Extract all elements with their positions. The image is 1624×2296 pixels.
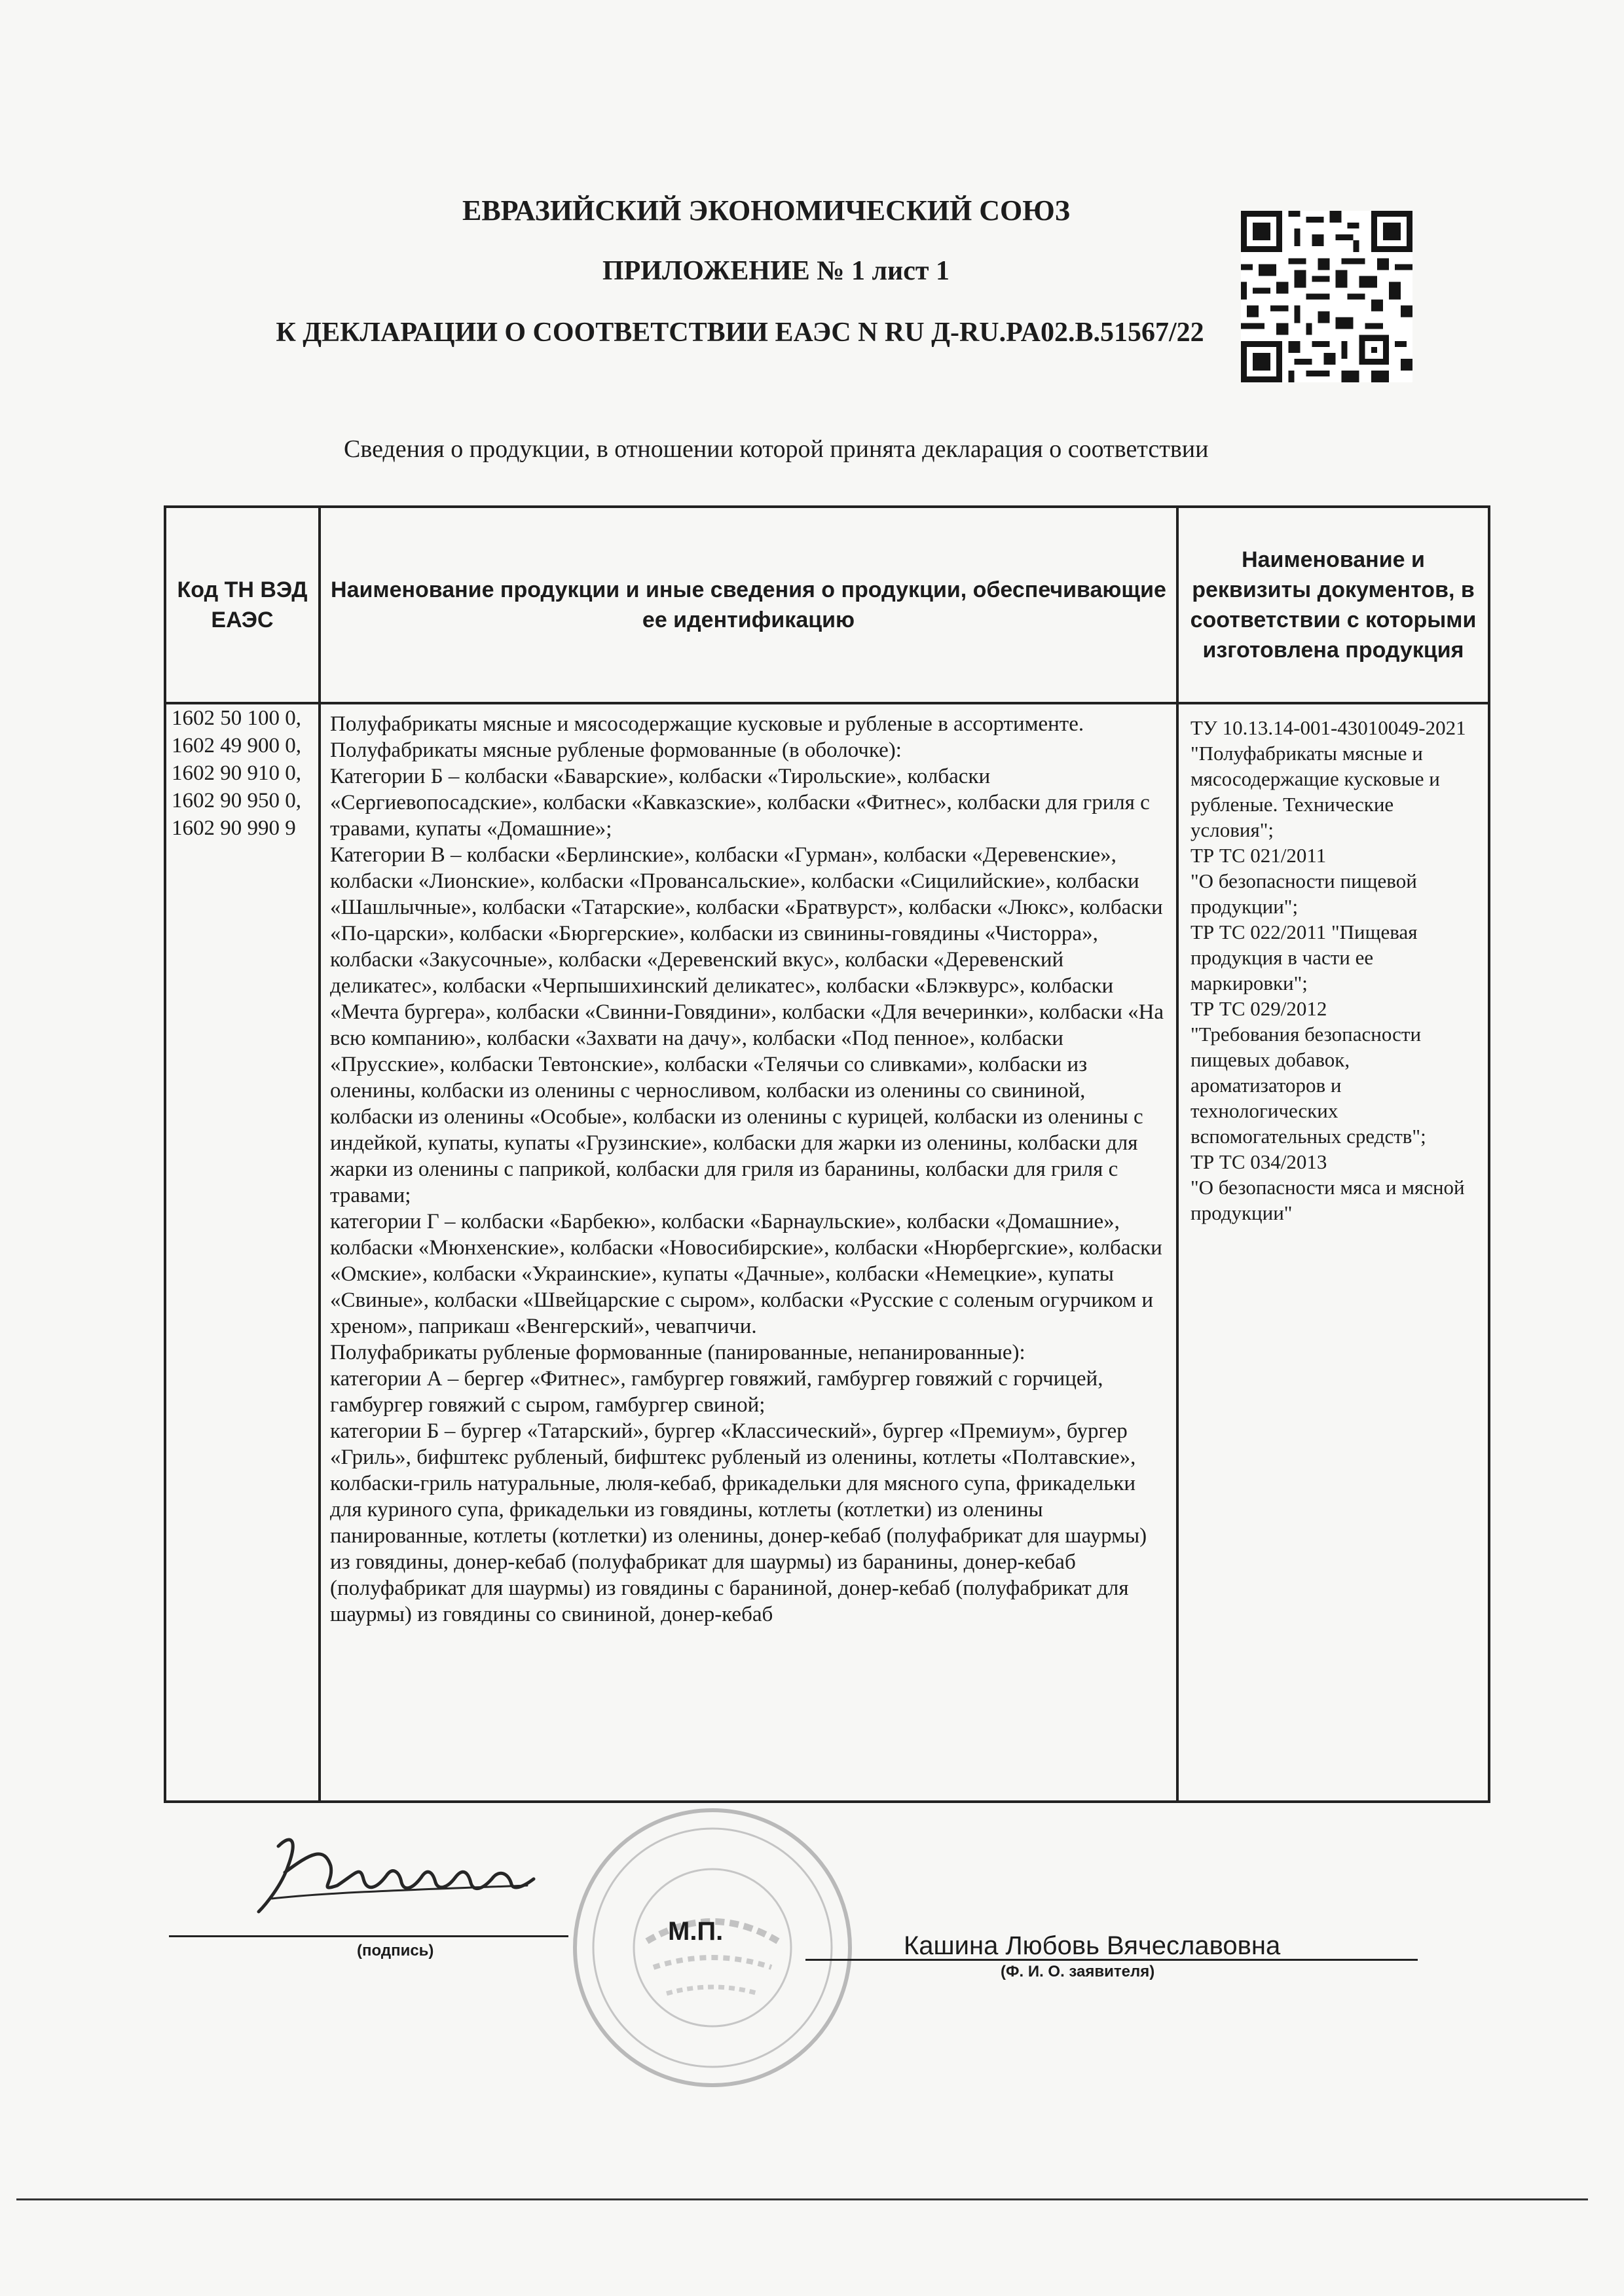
documents-cell: [1177, 703, 1489, 1802]
document-item: "Требования безопасности пищевых добавок, ароматизаторов и технологических вспомогательных средств";: [1190, 1023, 1426, 1148]
products-subtitle: Сведения о продукции, в отношении которой принята декларация о соответствии: [344, 435, 1209, 463]
appendix-title: ПРИЛОЖЕНИЕ № 1 лист 1: [602, 256, 950, 286]
code-item: 1602 90 950 0,: [172, 789, 301, 812]
col-header-code: Код ТН ВЭД ЕАЭС: [165, 507, 320, 703]
qr-code: [1241, 208, 1412, 385]
document-item: ТР ТС 029/2012: [1190, 997, 1327, 1020]
applicant-label: (Ф. И. О. заявителя): [1001, 1963, 1155, 1980]
document-item: ТР ТС 034/2013: [1190, 1150, 1327, 1173]
description-cell: [320, 703, 1177, 1802]
union-title: ЕВРАЗИЙСКИЙ ЭКОНОМИЧЕСКИЙ СОЮЗ: [462, 194, 1071, 227]
col-header-documents: Наименование и реквизиты документов, в соответствии с которыми изготовлена продукция: [1177, 507, 1489, 703]
signature-line: [169, 1935, 568, 1937]
company-stamp: [568, 1804, 857, 2092]
document-item: "О безопасности мяса и мясной продукции": [1190, 1176, 1465, 1224]
seal-place-label: М.П.: [668, 1917, 724, 1946]
description-paragraph: Категории В – колбаски «Берлинские», колбаски «Гурман», колбаски «Деревенские», колбаски «Лионские», колбаски «Провансальские», колбаски «Сицилийские», колбаски «Шашлычные», колбаски «Татарские», колбаски «Братвурст», колбаски «Люкс», колбаски «По-царски», колбаски «Бюргерские», колбаски из свинины-говядины «Чисторра», колбаски «Закусочные», колбаски «Деревенский вкус», колбаски «Деревенский деликатес», колбаски «Черпышихинский деликатес», колбаски «Блэквурс», колбаски «Мечта бургера», колбаски «Свинни-Говядини», колбаски «Для вечеринки», колбаски «На всю компанию», колбаски «Захвати на дачу», колбаски «Под пенное», колбаски «Прусские», колбаски Тевтонские», колбаски «Телячьи со сливками», колбаски из оленины, колбаски из оленины с черносливом, колбаски из оленины со свининой, колбаски из оленины «Особые», колбаски из оленины с курицей, колбаски из оленины с индейкой, купаты, купаты «Грузинские», колбаски для жарки из оленины, колбаски для жарки из оленины с паприкой, колбаски для гриля из баранины, колбаски для гриля с травами;: [330, 843, 1164, 1207]
bottom-rule: [16, 2198, 1588, 2200]
description-paragraph: категории А – бергер «Фитнес», гамбургер говяжий, гамбургер говяжий с горчицей, гамбургер говяжий с сыром, гамбургер свиной;: [330, 1367, 1103, 1417]
code-item: 1602 50 100 0,: [172, 706, 301, 730]
description-paragraph: Полуфабрикаты мясные и мясосодержащие кусковые и рубленые в ассортименте.: [330, 712, 1084, 736]
table-row: [165, 703, 1489, 1802]
applicant-name-line: [805, 1959, 1418, 1961]
document-item: ТУ 10.13.14-001-43010049-2021 "Полуфабрикаты мясные и мясосодержащие кусковые и рубленые. Технические условия";: [1190, 716, 1466, 841]
code-cell: [165, 703, 320, 1802]
col-header-product: Наименование продукции и иные сведения о продукции, обеспечивающие ее идентификацию: [320, 507, 1177, 703]
products-table: [164, 505, 1490, 1803]
applicant-name: Кашина Любовь Вячеславовна: [904, 1931, 1281, 1960]
signature: [252, 1827, 553, 1918]
description-paragraph: категории Б – бургер «Татарский», бургер «Классический», бургер «Премиум», бургер «Гриль», бифштекс рубленый, бифштекс рубленый из оленины, котлеты «Полтавские», колбаски-гриль натуральные, люля-кебаб, фрикадельки для мясного супа, фрикадельки для куриного супа, фрикадельки из говядины, котлеты (котлетки) из оленины панированные, котлеты (котлетки) из оленины, донер-кебаб (полуфабрикат для шаурмы) из говядины, донер-кебаб (полуфабрикат для шаурмы) из баранины, донер-кебаб (полуфабрикат для шаурмы) из говядины с бараниной, донер-кебаб (полуфабрикат для шаурмы) из говядины со свининой, донер-кебаб: [330, 1419, 1147, 1626]
code-item: 1602 90 910 0,: [172, 761, 301, 785]
description-paragraph: Полуфабрикаты мясные рубленые формованные (в оболочке):: [330, 738, 902, 762]
document-item: "О безопасности пищевой продукции";: [1190, 869, 1417, 918]
document-item: ТР ТС 022/2011 "Пищевая продукция в части ее маркировки";: [1190, 920, 1418, 994]
signature-label: (подпись): [357, 1942, 434, 1959]
description-paragraph: Категории Б – колбаски «Баварские», колбаски «Тирольские», колбаски «Сергиевопосадские», колбаски «Кавказские», колбаски «Фитнес», колбаски для гриля с травами, купаты «Домашние»;: [330, 765, 1150, 841]
table-header-row: [165, 507, 1489, 703]
document-item: ТР ТС 021/2011: [1190, 844, 1327, 867]
description-paragraph: категории Г – колбаски «Барбекю», колбаски «Барнаульские», колбаски «Домашние», колбаски «Мюнхенские», колбаски «Новосибирские», колбаски «Нюрбергские», колбаски «Омские», колбаски «Украинские», купаты «Дачные», колбаски «Немецкие», купаты «Свиные», колбаски «Швейцарские с сыром», колбаски «Русские с соленым огурчиком и хреном», паприкаш «Венгерский», чевапчичи.: [330, 1210, 1162, 1338]
description-paragraph: Полуфабрикаты рубленые формованные (панированные, непанированные):: [330, 1341, 1025, 1364]
code-item: 1602 90 990 9: [172, 816, 296, 840]
code-item: 1602 49 900 0,: [172, 734, 301, 757]
declaration-number-title: К ДЕКЛАРАЦИИ О СООТВЕТСТВИИ ЕАЭС N RU Д-RU.PA02.B.51567/22: [276, 318, 1204, 348]
